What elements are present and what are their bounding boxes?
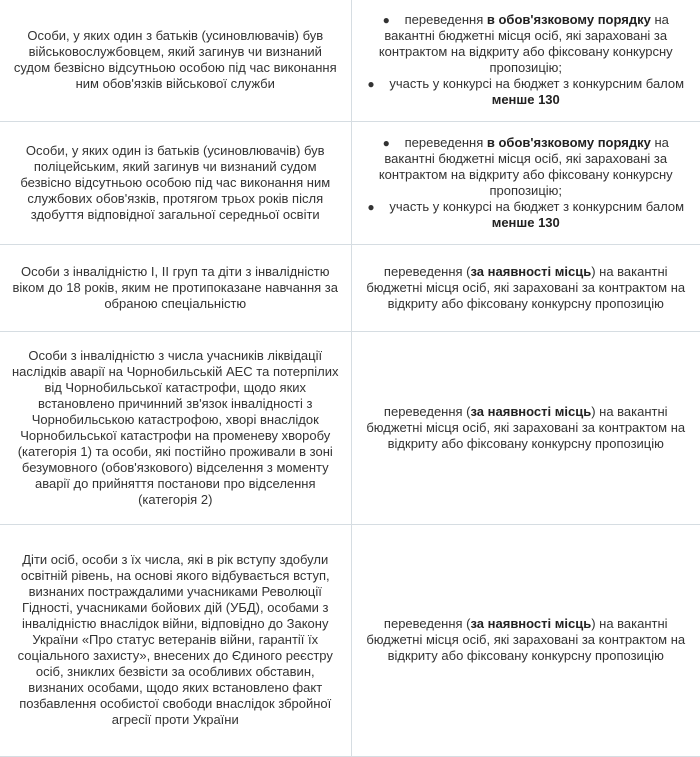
table-row: [0, 524, 700, 756]
table-row: [0, 331, 700, 524]
category-text: Особи, у яких один із батьків (усиновлювачів) був поліцейським, який загинув чи визнаний судом безвісно відсутньою особою під час виконання ним службових обов'язків, протягом трьох років після здобуття відповідної загальної середньої освіти: [20, 142, 331, 222]
option-text: участь у конкурсі на бюджет з конкурсним балом: [389, 75, 685, 91]
option-text: переведення (: [383, 403, 471, 419]
table-row: [0, 244, 700, 331]
category-text: Особи, у яких один з батьків (усиновлювачів) був військовослужбовцем, який загинув чи визнаний судом безвісно відсутньою особою під час виконання ним обов'язків військової служби: [13, 27, 337, 91]
option-emphasis: менше 130: [491, 214, 560, 230]
option-text: ) на вакантні бюджетні місця осіб, які зараховані за контрактом на відкриту або фіксовану конкурсну пропозицію: [366, 616, 686, 663]
option-emphasis: в обов'язковому порядку: [486, 11, 651, 27]
option-emphasis: за наявності місць: [470, 403, 592, 419]
list-item: [362, 135, 691, 199]
options-list: [362, 135, 691, 231]
options-cell: [351, 121, 700, 244]
bullet-icon: ●: [382, 12, 390, 27]
category-text: Особи з інвалідністю І, ІІ груп та діти з інвалідністю віком до 18 років, яким не протипоказане навчання за обраною спеціальністю: [12, 263, 339, 311]
bullet-icon: ●: [382, 135, 390, 150]
option-emphasis: менше 130: [491, 91, 560, 107]
option-text: на вакантні бюджетні місця осіб, які зараховані за контрактом на відкриту або фіксовану конкурсну пропозицію;: [378, 11, 673, 75]
list-item: [362, 12, 691, 76]
option-text: переведення (: [383, 616, 471, 631]
option-emphasis: в обов'язковому порядку: [486, 134, 651, 150]
category-cell: [0, 121, 351, 244]
option-emphasis: за наявності місць: [470, 616, 592, 631]
category-text: Особи з інвалідністю з числа учасників ліквідації наслідків аварії на Чорнобильській АЕС та потерпілих від Чорнобильської катастрофи, щодо яких встановлено причинний зв'язок інвалідності з Чорнобильською катастрофою, хворі внаслідок Чорнобильської катастрофи на променеву хворобу (категорія 1) та особи, які постійно проживали в зоні безумовного (обов'язкового) відселення з моменту аварії до прийняття постанови про відселення (категорія 2): [12, 347, 339, 507]
category-cell: [0, 331, 351, 524]
option-text: на вакантні бюджетні місця осіб, які зараховані за контрактом на відкриту або фіксовану конкурсну пропозицію;: [378, 134, 673, 198]
option-text: переведення (: [383, 263, 471, 279]
option-text: участь у конкурсі на бюджет з конкурсним балом: [389, 198, 685, 214]
options-cell: [351, 524, 700, 756]
options-cell: [351, 244, 700, 331]
option-text: ) на вакантні бюджетні місця осіб, які зараховані за контрактом на відкриту або фіксовану конкурсну пропозицію: [366, 403, 686, 451]
list-item: [362, 76, 691, 108]
bullet-icon: ●: [367, 199, 375, 214]
list-item: [362, 199, 691, 231]
table-row: [0, 121, 700, 244]
options-list: [362, 12, 691, 108]
option-text: переведення: [404, 134, 487, 150]
option-text: переведення: [404, 11, 487, 27]
category-cell: [0, 244, 351, 331]
category-cell: [0, 524, 351, 756]
table-row: [0, 0, 700, 121]
options-cell: [351, 0, 700, 121]
option-text: ) на вакантні бюджетні місця осіб, які зараховані за контрактом на відкриту або фіксовану конкурсну пропозицію: [366, 263, 686, 311]
bullet-icon: ●: [367, 76, 375, 91]
category-text: Діти осіб, особи з їх числа, які в рік вступу здобули освітній рівень, на основі якого відбувається вступ, визнаних постраждалими учасниками Революції Гідності, учасниками бойових дій (УБД), особами з інвалідністю внаслідок війни, відповідно до Закону України «Про статус ветеранів війни, гарантії їх соціального захисту», внесених до Єдиного реєстру осіб, зниклих безвісти за особливих обставин, визнаних особами, щодо яких встановлено факт позбавлення особистої свободи внаслідок збройної агресії проти України: [17, 552, 333, 727]
option-emphasis: за наявності місць: [470, 263, 592, 279]
options-cell: [351, 331, 700, 524]
category-cell: [0, 0, 351, 121]
